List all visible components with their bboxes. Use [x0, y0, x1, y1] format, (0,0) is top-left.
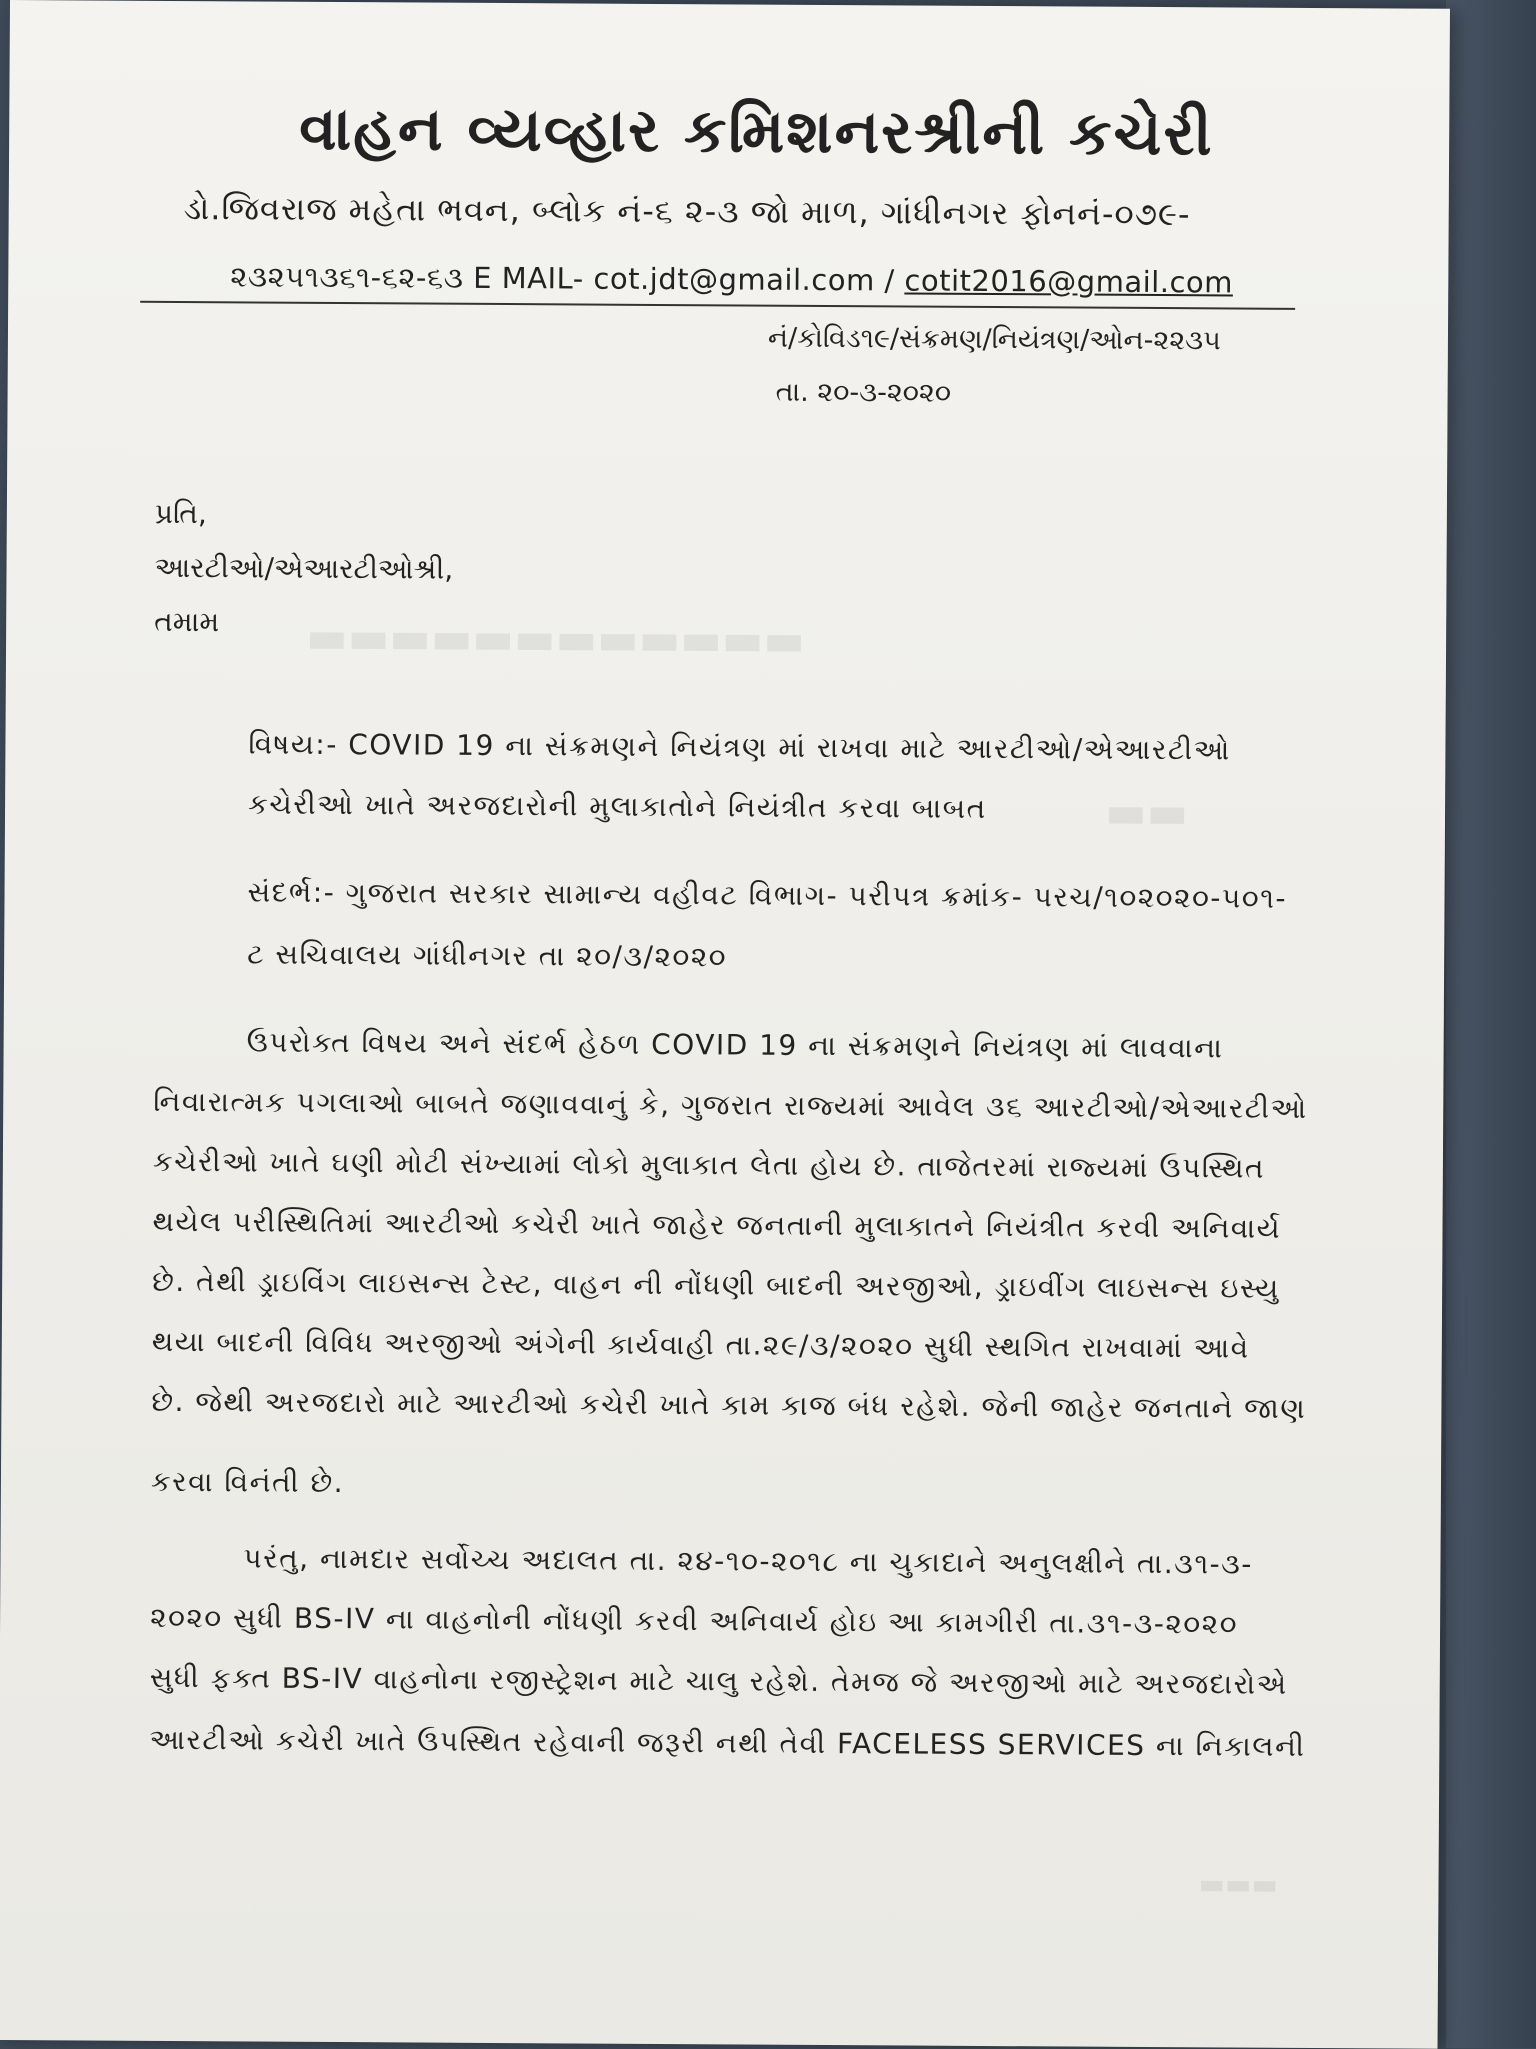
phone-email-text: ૨૩૨૫૧૩૬૧-૬૨-૬૩ E MAIL- cot.jdt@gmail.com /: [230, 259, 905, 298]
subject-line-2: કચેરીઓ ખાતે અરજદારોની મુલાકાતોને નિયંત્રીત કરવા બાબત: [247, 787, 987, 825]
paragraph1-line-5: છે. તેથી ડ્રાઇવિંગ લાઇસન્સ ટેસ્ટ, વાહન ની નોંધણી બાદની અરજીઓ, ડ્રાઇવીંગ લાઇસન્સ ઇસ્યુ: [152, 1264, 1280, 1305]
email-link[interactable]: cotit2016@gmail.com: [904, 263, 1234, 300]
paragraph1-line-1: ઉપરોક્ત વિષય અને સંદર્ભ હેઠળ COVID 19 ના સંક્રમણને નિયંત્રણ માં લાવવાના: [246, 1025, 1224, 1065]
show-through-text: ▬▬: [1104, 786, 1189, 839]
paragraph1-line-7: છે. જેથી અરજદારો માટે આરટીઓ કચેરી ખાતે કામ કાજ બંધ રહેશે. જેની જાહેર જનતાને જાણ: [151, 1384, 1307, 1425]
office-title: વાહન વ્યવ્હાર કમિશનરશ્રીની કચેરી: [299, 93, 1214, 170]
paragraph1-line-6: થયા બાદની વિવિધ અરજીઓ અંગેની કાર્યવાહી તા.૨૯/૩/૨૦૨૦ સુધી સ્થગિત રાખવામાં આવે: [151, 1324, 1250, 1365]
address-line-1: ડો.જિવરાજ મહેતા ભવન, બ્લોક નં-૬ ૨-૩ જો માળ, ગાંધીનગર ફોનનં-૦૭૯-: [183, 189, 1191, 234]
paragraph1-line-8: કરવા વિનંતી છે.: [150, 1464, 345, 1500]
reference-doc-line-1: સંદર્ભ:- ગુજરાત સરકાર સામાન્ય વહીવટ વિભાગ- પરીપત્ર ક્રમાંક- પરચ/૧૦૨૦૨૦-૫૦૧-: [247, 875, 1288, 915]
letter-date: તા. ૨૦-૩-૨૦૨૦: [775, 376, 952, 409]
address-line-2: [230, 259, 1233, 300]
paragraph2-line-3: સુધી ફક્ત BS-IV વાહનોના રજીસ્ટ્રેશન માટે ચાલુ રહેશે. તેમજ જે અરજીઓ માટે અરજદારોએ: [149, 1660, 1288, 1701]
show-through-text: ▬▬▬: [1198, 1867, 1278, 1901]
paragraph2-line-2: ૨૦૨૦ સુધી BS-IV ના વાહનોની નોંધણી કરવી અનિવાર્ય હોઇ આ કામગીરી તા.૩૧-૩-૨૦૨૦: [150, 1600, 1239, 1641]
paragraph1-line-2: નિવારાત્મક પગલાઓ બાબતે જણાવવાનું કે, ગુજરાત રાજ્યમાં આવેલ ૩૬ આરટીઓ/એઆરટીઓ: [153, 1084, 1308, 1125]
letterhead-divider: [140, 301, 1295, 310]
paragraph1-line-3: કચેરીઓ ખાતે ઘણી મોટી સંખ્યામાં લોકો મુલાકાત લેતા હોય છે. તાજેતરમાં રાજ્યમાં ઉપસ્થિત: [152, 1144, 1266, 1185]
subject-line-1: વિષય:- COVID 19 ના સંક્રમણને નિયંત્રણ માં રાખવા માટે આરટીઓ/એઆરટીઓ: [248, 727, 1231, 767]
paragraph1-line-4: થયેલ પરીસ્થિતિમાં આરટીઓ કચેરી ખાતે જાહેર જનતાની મુલાકાતને નિયંત્રીત કરવી અનિવાર્ય: [152, 1204, 1282, 1245]
table-background: [1446, 0, 1536, 2048]
recipient-line-3: તમામ: [154, 604, 220, 639]
recipient-line-2: આરટીઓ/એઆરટીઓશ્રી,: [154, 550, 454, 586]
recipient-line-1: પ્રતિ,: [154, 496, 207, 531]
show-through-text: ▬▬▬▬▬▬▬▬▬▬▬▬: [305, 611, 806, 666]
paragraph2-line-4: આરટીઓ કચેરી ખાતે ઉપસ્થિત રહેવાની જરૂરી નથી તેવી FACELESS SERVICES ના નિકાલની: [149, 1722, 1306, 1763]
paragraph2-line-1: પરંતુ, નામદાર સર્વોચ્ચ અદાલત તા. ૨૪-૧૦-૨૦૧૮ ના ચુકાદાને અનુલક્ષીને તા.૩૧-૩-: [243, 1541, 1254, 1581]
reference-doc-line-2: ટ સચિવાલય ગાંધીનગર તા ૨૦/૩/૨૦૨૦: [247, 937, 728, 974]
reference-number: નં/કોવિડ૧૯/સંક્રમણ/નિયંત્રણ/ઓન-૨૨૩૫: [767, 322, 1221, 357]
